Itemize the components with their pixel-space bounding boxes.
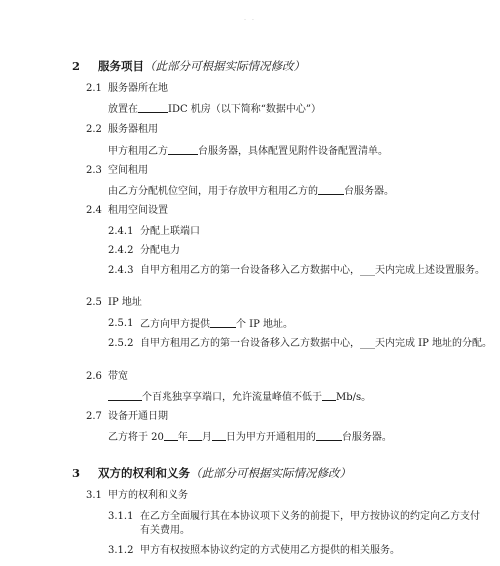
subclause-text: 自甲方租用乙方的第一台设备移入乙方数据中心，___天内完成 IP 地址的分配。 — [140, 338, 493, 349]
fill-blank — [168, 144, 198, 155]
clause-number: 2.6 — [86, 371, 102, 382]
clause-number: 2.5 — [86, 297, 102, 308]
section-title: 双方的权利和义务 — [98, 466, 191, 480]
clause-number: 2.2 — [86, 124, 102, 135]
subclause-number: 2.4.3 — [108, 265, 134, 276]
clause-title: 带宽 — [108, 371, 128, 382]
header-mark: - - — [244, 16, 256, 23]
subclause-text: 乙方向甲方提供 个 IP 地址。 — [140, 319, 294, 330]
fill-blank — [108, 390, 142, 401]
subclause-text: 分配电力 — [140, 245, 180, 256]
section-3-heading — [72, 467, 351, 480]
subclause-number: 2.5.2 — [108, 338, 134, 349]
clause-title: 服务器租用 — [108, 124, 158, 135]
fill-blank — [316, 430, 342, 441]
fill-blank — [138, 102, 168, 113]
clause-number: 2.3 — [86, 165, 102, 176]
section-title: 服务项目 — [98, 59, 145, 73]
clause-number: 2.7 — [86, 411, 102, 422]
clause-body: 个百兆独享享端口，允许流量峰值不低于 Mb/s。 — [108, 390, 371, 404]
fill-blank — [318, 184, 344, 195]
clause-title: 空间租用 — [108, 165, 148, 176]
subclause-number: 2.5.1 — [108, 318, 134, 329]
subclause-text: 在乙方全面履行其在本协议项下义务的前提下，甲方按协议的约定向乙方支付 — [140, 511, 480, 522]
clause-title: 甲方的权利和义务 — [108, 490, 188, 501]
section-note: （此部分可根据实际情况修改） — [144, 59, 306, 73]
fill-blank — [212, 430, 226, 441]
fill-blank — [188, 430, 202, 441]
subclause-text-continued: 有关费用。 — [140, 525, 190, 536]
section-number: 3 — [72, 466, 81, 480]
subclause-number: 2.4.1 — [108, 226, 134, 237]
subclause-number: 3.1.2 — [108, 545, 134, 556]
clause-number: 2.4 — [86, 205, 102, 216]
subclause-number: 3.1.1 — [108, 511, 134, 522]
subclause-text: 分配上联端口 — [140, 226, 200, 237]
clause-title: 设备开通日期 — [108, 411, 168, 422]
fill-blank — [322, 390, 336, 401]
clause-number: 2.1 — [86, 83, 102, 94]
clause-body: 甲方租用乙方 台服务器，具体配置见附件设备配置清单。 — [108, 146, 388, 157]
clause-number: 3.1 — [86, 490, 102, 501]
clause-title: 租用空间设置 — [108, 205, 168, 216]
subclause-number: 2.4.2 — [108, 245, 134, 256]
subclause-text: 甲方有权按照本协议约定的方式使用乙方提供的相关服务。 — [140, 545, 400, 556]
clause-body: 乙方将于 20 年 月 日为甲方开通租用的 台服务器。 — [108, 432, 392, 443]
clause-body: 放置在 IDC 机房（以下简称“数据中心”） — [108, 104, 322, 115]
section-note: （此部分可根据实际情况修改） — [190, 466, 352, 480]
section-number: 2 — [72, 59, 81, 73]
clause-body: 由乙方分配机位空间，用于存放甲方租用乙方的 台服务器。 — [108, 186, 394, 197]
clause-title: IP 地址 — [108, 297, 142, 308]
fill-blank — [164, 430, 178, 441]
section-2-heading — [72, 60, 305, 73]
fill-blank — [210, 317, 236, 328]
clause-title: 服务器所在地 — [108, 83, 168, 94]
subclause-text: 自甲方租用乙方的第一台设备移入乙方数据中心，___天内完成上述设置服务。 — [140, 265, 485, 276]
